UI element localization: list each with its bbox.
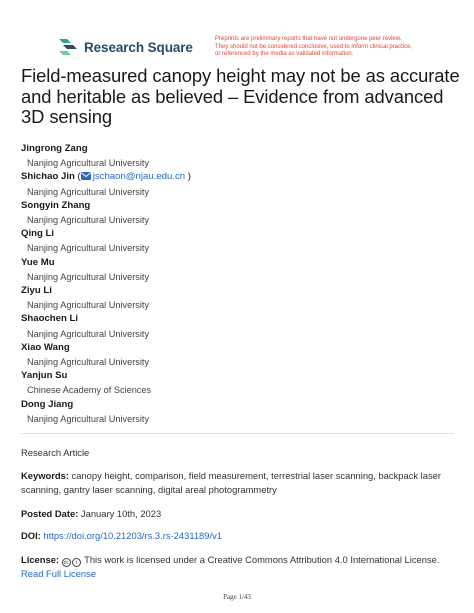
author-name: Xiao Wang: [21, 341, 70, 353]
doi-link[interactable]: https://doi.org/10.21203/rs.3.rs-2431189/v1: [43, 530, 222, 541]
author-name: Songyin Zhang: [21, 199, 91, 211]
author-affiliation: Nanjing Agricultural University: [27, 328, 150, 339]
author-list: [21, 143, 461, 427]
license-text: This work is licensed under a Creative Commons Attribution 4.0 International License.: [84, 554, 440, 565]
notice-line: They should not be considered conclusive, used to inform clinical practice,: [215, 43, 413, 50]
author-item: [21, 171, 461, 199]
author-name-row: [21, 171, 461, 185]
author-name: Yue Mu: [21, 256, 55, 268]
email-paren-open: (: [77, 171, 81, 183]
notice-line: Preprints are preliminary reports that have not undergone peer review.: [215, 36, 402, 42]
author-item: [21, 313, 461, 341]
envelope-icon: [81, 172, 91, 180]
license: [21, 553, 461, 581]
author-item: [21, 200, 461, 228]
author-item: [21, 285, 461, 313]
notice-line: or referenced by the media as validated information.: [215, 51, 354, 58]
author-name: Qing Li: [21, 228, 55, 240]
keywords-label: Keywords:: [21, 470, 69, 481]
article-type: [21, 446, 461, 460]
author-affiliation: Nanjing Agricultural University: [27, 271, 150, 282]
read-full-license-link[interactable]: Read Full License: [21, 568, 97, 579]
author-affiliation: Nanjing Agricultural University: [27, 214, 150, 225]
author-item: [21, 370, 461, 398]
author-affiliation: Nanjing Agricultural University: [27, 186, 150, 197]
author-item: [21, 143, 461, 171]
author-affiliation: Chinese Academy of Sciences: [27, 385, 152, 396]
doi: [21, 529, 461, 543]
header: [56, 36, 446, 62]
email-paren-close: ): [185, 171, 192, 183]
author-name: Jingrong Zang: [21, 143, 88, 154]
author-item: [21, 257, 461, 285]
research-square-logo[interactable]: [56, 36, 193, 58]
preprint-notice: [215, 36, 450, 59]
paper-title: Field-measured canopy height may not be as accurate and heritable as believed – Evidence from advanced 3D sensing: [21, 65, 460, 127]
page-number: Page 1/43: [223, 593, 251, 601]
creative-commons-icon: cc: [63, 560, 69, 566]
posted-date-label: Posted Date:: [21, 508, 79, 519]
posted-date: [21, 507, 461, 521]
author-name: Yanjun Su: [21, 370, 68, 382]
author-name: Ziyu Li: [21, 284, 52, 296]
author-email-link[interactable]: jschaon@njau.edu.cn: [92, 171, 186, 183]
author-affiliation: Nanjing Agricultural University: [27, 300, 150, 311]
author-name: Shaochen Li: [21, 313, 79, 325]
license-label: License:: [21, 554, 60, 565]
author-affiliation: Nanjing Agricultural University: [27, 356, 150, 367]
article-type-text: Research Article: [21, 447, 90, 458]
author-item: [21, 342, 461, 370]
attribution-icon: i: [72, 558, 81, 567]
author-item: [21, 399, 461, 427]
logo-text: Research Square: [84, 39, 193, 55]
doi-label: DOI:: [21, 530, 41, 541]
author-affiliation: Nanjing Agricultural University: [27, 158, 150, 169]
keywords-text: canopy height, comparison, field measurement, terrestrial laser scanning, backpack laser scanning, gantry laser scanning, digital areal photogrammetry: [21, 470, 441, 495]
author-item: [21, 228, 461, 256]
author-name: Dong Jiang: [21, 398, 74, 410]
research-square-logo-icon: [56, 36, 80, 58]
posted-date-value: January 10th, 2023: [80, 508, 162, 519]
section-divider: [21, 433, 454, 434]
keywords: [21, 469, 461, 496]
author-name: Shichao Jin: [21, 171, 75, 183]
author-affiliation: Nanjing Agricultural University: [27, 413, 150, 424]
author-affiliation: Nanjing Agricultural University: [27, 243, 150, 254]
